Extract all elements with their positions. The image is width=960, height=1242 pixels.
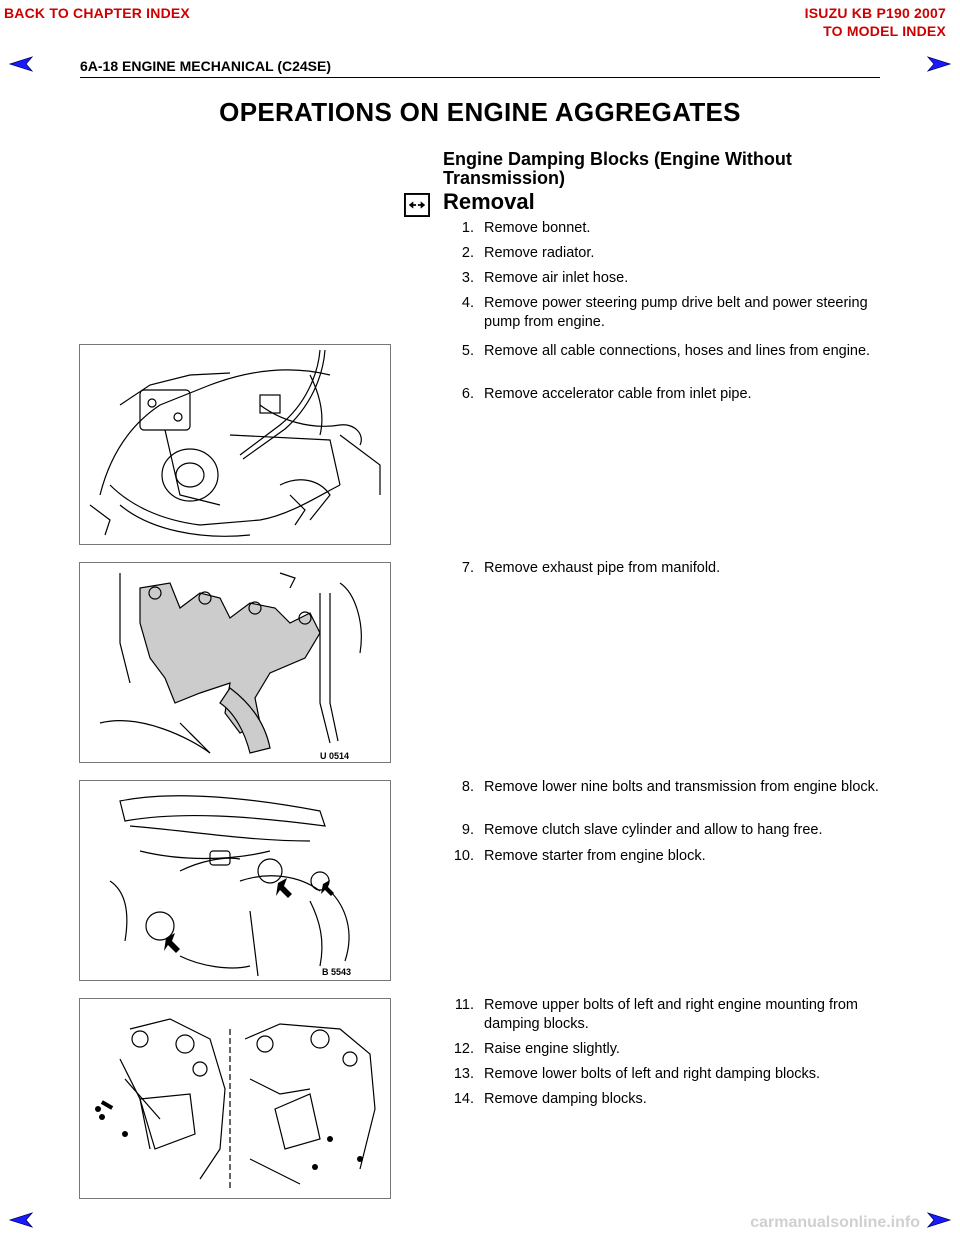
header-rule bbox=[80, 77, 880, 78]
step-number: 9. bbox=[461, 822, 474, 838]
removal-arrows-icon bbox=[404, 193, 430, 217]
step-text: Remove lower nine bolts and transmission from engine block. bbox=[484, 779, 879, 795]
next-page-arrow-bottom-icon[interactable] bbox=[926, 1212, 952, 1228]
figure-engine-cables bbox=[79, 344, 391, 545]
step-item bbox=[444, 219, 884, 239]
step-item bbox=[444, 821, 884, 841]
step-number: 4. bbox=[461, 295, 474, 311]
step-item bbox=[444, 244, 884, 264]
step-number: 1. bbox=[461, 220, 474, 236]
step-text: Remove lower bolts of left and right damping blocks. bbox=[484, 1066, 821, 1082]
step-text: Remove accelerator cable from inlet pipe. bbox=[484, 386, 752, 402]
header-title: 6A-18 ENGINE MECHANICAL (C24SE) bbox=[80, 58, 332, 74]
step-text: Remove starter from engine block. bbox=[484, 848, 706, 864]
step-number: 7. bbox=[461, 560, 474, 576]
step-item bbox=[444, 778, 884, 818]
step-text: Remove clutch slave cylinder and allow to hang free. bbox=[484, 822, 823, 838]
step-item bbox=[444, 847, 884, 867]
exhaust-manifold-illustration bbox=[80, 563, 390, 762]
step-item bbox=[444, 385, 884, 405]
step-number: 8. bbox=[461, 779, 474, 795]
step-item bbox=[444, 1065, 884, 1085]
step-item bbox=[444, 1090, 884, 1110]
step-number: 5. bbox=[461, 343, 474, 359]
figure-exhaust-manifold bbox=[79, 562, 391, 763]
step-text: Remove power steering pump drive belt and power steering pump from engine. bbox=[484, 295, 868, 330]
step-text: Remove upper bolts of left and right engine mounting from damping blocks. bbox=[484, 997, 858, 1032]
watermark: carmanualsonline.info bbox=[750, 1214, 920, 1231]
step-number: 10. bbox=[453, 848, 474, 864]
figure-damping-blocks bbox=[79, 998, 391, 1199]
section-title: Engine Damping Blocks (Engine Without Transmission) bbox=[443, 149, 792, 188]
step-number: 6. bbox=[461, 386, 474, 402]
step-number: 12. bbox=[453, 1041, 474, 1057]
step-item bbox=[444, 1040, 884, 1060]
step-item bbox=[444, 996, 884, 1036]
engine-cables-illustration bbox=[80, 345, 390, 544]
step-text: Remove damping blocks. bbox=[484, 1091, 647, 1107]
step-text: Remove radiator. bbox=[484, 245, 595, 261]
step-number: 11. bbox=[454, 997, 474, 1013]
figure-code-u0514: U 0514 bbox=[320, 751, 350, 761]
to-model-index-link[interactable]: TO MODEL INDEX bbox=[823, 23, 946, 39]
step-text: Remove air inlet hose. bbox=[484, 270, 629, 286]
figure-code-b5543: B 5543 bbox=[322, 967, 352, 977]
step-text: Remove all cable connections, hoses and lines from engine. bbox=[484, 343, 871, 359]
transmission-bolts-illustration bbox=[80, 781, 390, 980]
removal-heading: Removal bbox=[443, 189, 535, 214]
step-number: 13. bbox=[453, 1066, 474, 1082]
step-item bbox=[444, 559, 884, 579]
step-text: Raise engine slightly. bbox=[484, 1041, 620, 1057]
previous-page-arrow-bottom-icon[interactable] bbox=[8, 1212, 34, 1228]
step-text: Remove exhaust pipe from manifold. bbox=[484, 560, 721, 576]
damping-blocks-illustration bbox=[80, 999, 390, 1198]
step-number: 3. bbox=[461, 270, 474, 286]
step-text: Remove bonnet. bbox=[484, 220, 591, 236]
next-page-arrow-icon[interactable] bbox=[926, 56, 952, 72]
model-name-link[interactable]: ISUZU KB P190 2007 bbox=[804, 5, 946, 21]
previous-page-arrow-icon[interactable] bbox=[8, 56, 34, 72]
back-to-chapter-index-link[interactable]: BACK TO CHAPTER INDEX bbox=[4, 5, 190, 21]
step-item bbox=[444, 294, 884, 334]
step-item bbox=[444, 269, 884, 289]
figure-transmission-bolts bbox=[79, 780, 391, 981]
step-number: 2. bbox=[461, 245, 474, 261]
step-item bbox=[444, 342, 884, 382]
page-title: OPERATIONS ON ENGINE AGGREGATES bbox=[219, 97, 741, 127]
step-number: 14. bbox=[453, 1091, 474, 1107]
